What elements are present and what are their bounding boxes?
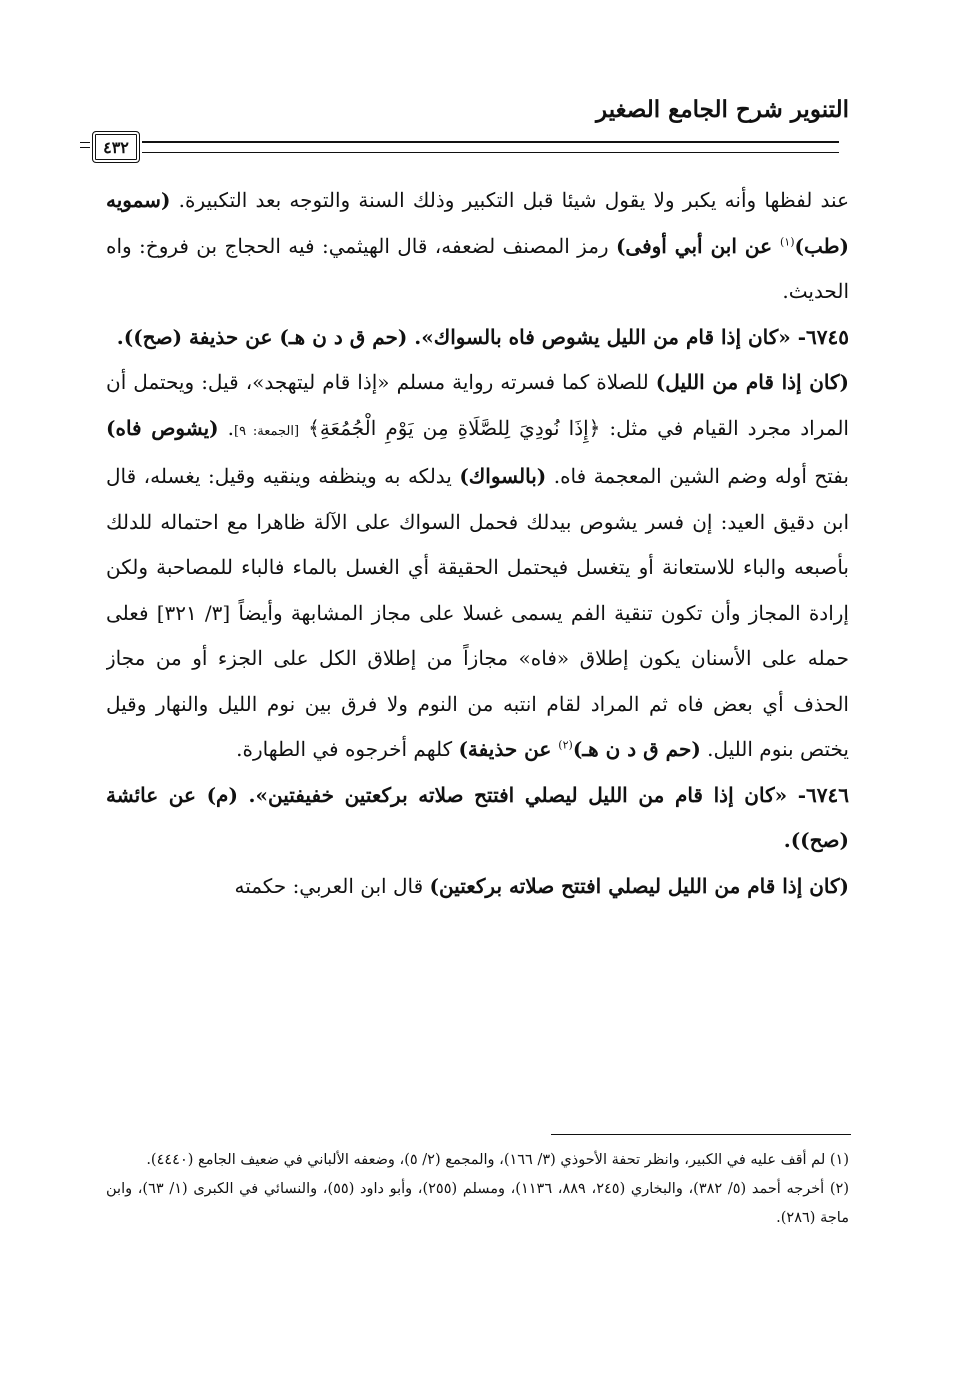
text-run: . [218, 415, 235, 440]
text-run: بفتح أوله وضم الشين المعجمة فاه. [546, 464, 849, 488]
paragraph [106, 178, 849, 315]
page-number: ٤٣٢ [92, 131, 140, 163]
header-rule [142, 141, 839, 153]
text-run: كلهم أخرجوه في الطهارة. [236, 737, 459, 761]
text-run: يدلكه به وينظفه وينقيه وقيل: يغسله، قال ابن دقيق العيد: إن فسر يشوص بيدلك فحمل السواك على الآلة ظاهرا مع احتماله للدلك بأصبعه والباء للاستعانة أو يتغسل فيحتمل الحقيقة أي الغسل بالماء فالباء للمصاحبة ولكن إرادة المجاز وأن تكون تنقية الفم يسمى غسلا على مجاز المشابهة وأيضاً [٣/ ٣٢١] فعلى حمله على الأسنان يكون إطلاق «فاه» مجازاً من إطلاق الكل على الجزء أو من مجاز الحذف أي بعض فاه ثم المراد لقام انتبه من النوم ولا فرق بين نوم الليل والنهار وقيل يختص بنوم الليل. [106, 464, 849, 761]
hadith-text: ٦٧٤٦- «كان إذا قام من الليل ليصلي افتتح صلاته بركعتين خفيفتين». (م) عن عائشة (صح)). [106, 782, 849, 852]
footnote-ref: (٢) [558, 738, 573, 752]
footnote: (١) لم أقف عليه في الكبير، وانظر تحفة الأحوذي (٣/ ١٦٦)، والمجمع (٢/ ٥)، وضعفه الألباني في ضعيف الجامع (٤٤٤٠). [146, 1152, 849, 1168]
footnote: (٢) أخرجه أحمد (٥/ ٣٨٢)، والبخاري (٢٤٥، ٨٨٩، ١١٣٦)، ومسلم (٢٥٥)، وأبو داود (٥٥)، والنسائي في الكبرى (١/ ٦٣)، وابن ماجة (٢٨٦). [106, 1181, 849, 1226]
text-run: للصلاة كما فسرته رواية مسلم «إذا قام ليتهجد»، قيل: ويحتمل أن المراد مجرد القيام في مثل: ﴿إِذَا نُودِيَ لِلصَّلَاةِ مِن يَوْمِ الْجُمُعَةِ﴾ [106, 370, 849, 440]
quoted-phrase: (كان إذا قام من الليل ليصلي افتتح صلاته بركعتين) [429, 873, 849, 898]
main-text [106, 178, 849, 1113]
text-run: قال ابن العربي: حكمته [234, 873, 430, 898]
hadith-text: ٦٧٤٥- «كان إذا قام من الليل يشوص فاه بالسواك». (حم ق د ن هـ) عن حذيفة (صح)). [116, 324, 849, 349]
source-ref: (سمويه (طب) [106, 188, 849, 258]
source-ref: عن ابن أبي أوفى) [615, 233, 780, 258]
footnotes [106, 1146, 849, 1233]
source-ref: عن حذيفة) [458, 737, 559, 761]
book-title: التنوير شرح الجامع الصغير [596, 96, 849, 123]
hadith-entry [106, 315, 849, 361]
text-run: رمز المصنف لضعفه، قال الهيثمي: فيه الحجاج بن فروخ: واه الحديث. [106, 233, 849, 303]
quoted-phrase: (يشوص فاه) [106, 415, 219, 440]
quoted-phrase: (كان إذا قام من الليل) [655, 370, 849, 394]
hadith-entry [106, 773, 849, 864]
paragraph [106, 864, 849, 910]
quran-reference: [الجمعة: ٩] [234, 423, 300, 439]
page-number-ornament [80, 142, 90, 148]
quoted-phrase: (بالسواك) [459, 464, 547, 488]
text-run: عند لفظها وأنه يكبر ولا يقول شيئا قبل التكبير وذلك السنة والتوجه بعد التكبيرة. [170, 188, 849, 212]
source-ref: (حم ق د ن هـ) [572, 737, 701, 761]
paragraph [106, 360, 849, 773]
footnote-ref: (١) [780, 234, 795, 248]
footnote-separator [551, 1134, 851, 1135]
